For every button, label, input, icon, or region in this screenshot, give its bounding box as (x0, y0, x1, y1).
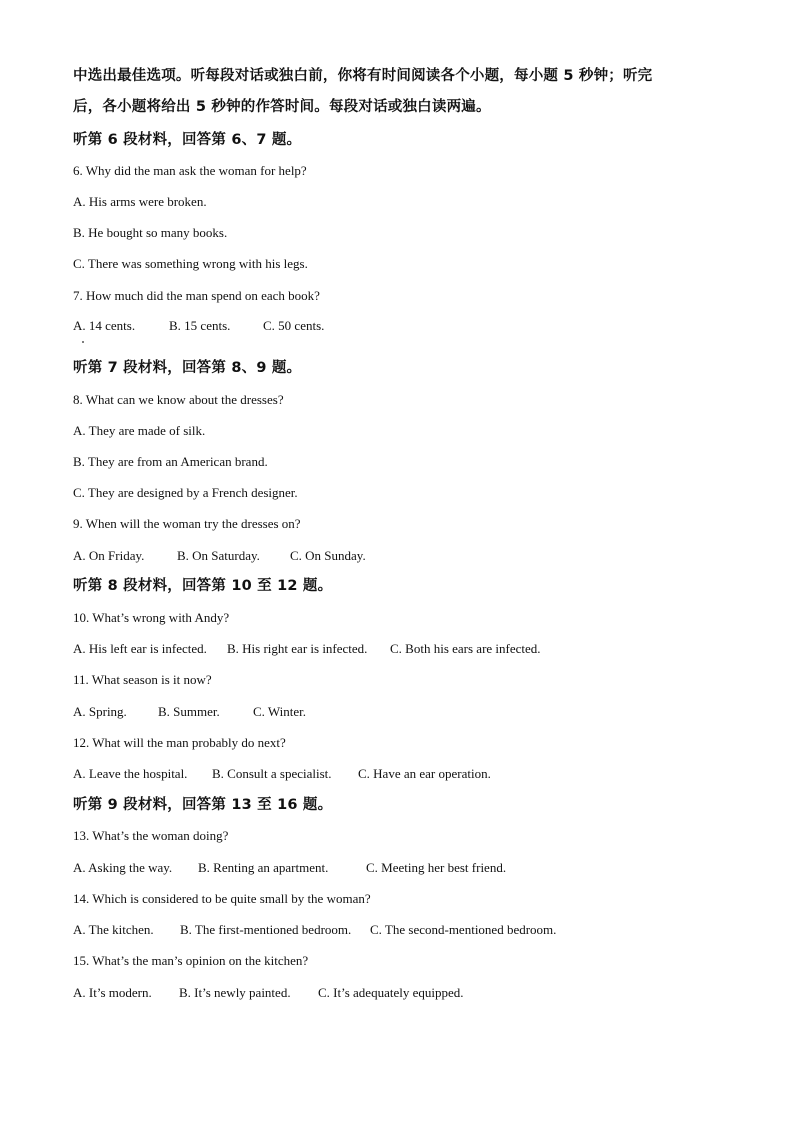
section-heading: 听第 9 段材料，回答第 13 至 16 题。 (73, 797, 333, 813)
question-option: A. Asking the way. (73, 860, 173, 875)
question-stem: 13. What’s the woman doing? (73, 828, 229, 843)
question-stem: 9. When will the woman try the dresses on? (73, 516, 301, 531)
question-options-row (73, 766, 491, 782)
question-option: A. The kitchen. (73, 922, 154, 937)
question-stem: 15. What’s the man’s opinion on the kitchen? (73, 953, 309, 968)
question-option: A. It’s modern. (73, 985, 152, 1000)
question-stem: 8. What can we know about the dresses? (73, 392, 284, 407)
question-option: C. 50 cents. (263, 318, 325, 333)
question-options-row (73, 922, 556, 938)
question-option: B. His right ear is infected. (227, 641, 368, 656)
question-option: C. Winter. (253, 704, 307, 719)
stray-dot (82, 341, 84, 343)
question-options-row (73, 860, 506, 876)
question-option: C. Have an ear operation. (358, 766, 491, 781)
question-stem: 14. Which is considered to be quite small by the woman? (73, 891, 371, 906)
question-option: C. They are designed by a French designer. (73, 485, 298, 500)
question-option: A. 14 cents. (73, 318, 136, 333)
question-stem: 7. How much did the man spend on each book? (73, 288, 320, 303)
question-option: B. Summer. (158, 704, 220, 719)
question-option: B. The first-mentioned bedroom. (180, 922, 352, 937)
question-option: C. Both his ears are infected. (390, 641, 541, 656)
question-options-row (73, 548, 366, 564)
question-option: C. On Sunday. (290, 548, 366, 563)
question-option: B. On Saturday. (177, 548, 260, 563)
question-option: A. They are made of silk. (73, 423, 206, 438)
question-option: B. Renting an apartment. (198, 860, 329, 875)
question-option: C. The second-mentioned bedroom. (370, 922, 557, 937)
question-stem: 11. What season is it now? (73, 672, 212, 687)
question-option: C. It’s adequately equipped. (318, 985, 464, 1000)
intro-line-1: 中选出最佳选项。听每段对话或独白前，你将有时间阅读各个小题，每小题 5 秒钟；听完 (73, 68, 653, 84)
question-options-row (73, 985, 464, 1001)
question-options-row (73, 704, 306, 720)
question-option: B. Consult a specialist. (212, 766, 332, 781)
section-heading: 听第 7 段材料，回答第 8、9 题。 (73, 360, 302, 376)
question-option: A. Spring. (73, 704, 127, 719)
question-option: C. Meeting her best friend. (366, 860, 507, 875)
question-option: A. His arms were broken. (73, 194, 207, 209)
intro-line-2: 后，各小题将给出 5 秒钟的作答时间。每段对话或独白读两遍。 (73, 99, 491, 115)
question-options-row (73, 641, 541, 657)
question-stem: 12. What will the man probably do next? (73, 735, 286, 750)
question-option: B. It’s newly painted. (179, 985, 291, 1000)
question-stem: 6. Why did the man ask the woman for help? (73, 163, 307, 178)
question-option: A. His left ear is infected. (73, 641, 207, 656)
question-option: B. 15 cents. (169, 318, 231, 333)
section-heading: 听第 8 段材料，回答第 10 至 12 题。 (73, 578, 333, 594)
question-options-row (73, 318, 324, 334)
question-option: B. He bought so many books. (73, 225, 228, 240)
question-option: A. Leave the hospital. (73, 766, 188, 781)
question-option: A. On Friday. (73, 548, 145, 563)
section-heading: 听第 6 段材料，回答第 6、7 题。 (73, 132, 302, 148)
question-option: C. There was something wrong with his legs. (73, 256, 308, 271)
question-option: B. They are from an American brand. (73, 454, 268, 469)
question-stem: 10. What’s wrong with Andy? (73, 610, 230, 625)
